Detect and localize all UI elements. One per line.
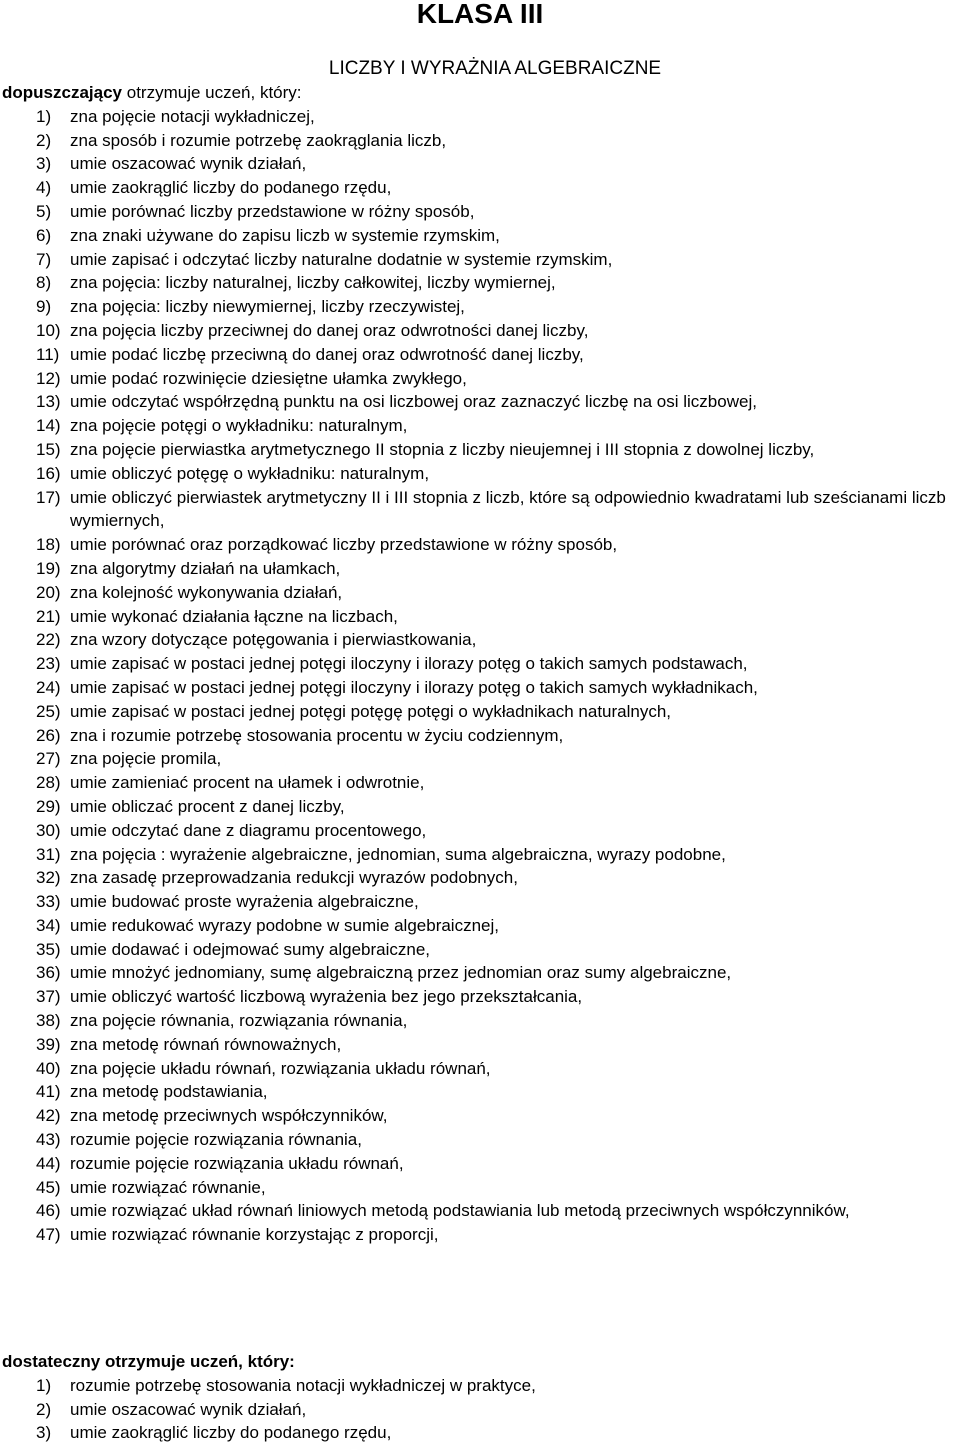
list-item: [2, 1176, 958, 1200]
list-item: [2, 1009, 958, 1033]
item-text: zna metodę równań równoważnych,: [70, 1034, 342, 1054]
item-text: zna pojęcie pierwiastka arytmetycznego II stopnia z liczby nieujemnej i III stopnia z dowolnej liczby,: [70, 439, 815, 459]
list-item: [2, 486, 958, 534]
item-number: 23): [36, 654, 61, 674]
item-number: 44): [36, 1153, 61, 1173]
item-number: 26): [36, 725, 61, 745]
item-text: umie obliczyć pierwiastek arytmetyczny II i III stopnia z liczb, które są odpowiednio kwadratami lub sześcianami liczb wymiernych,: [70, 487, 946, 531]
item-text: umie obliczyć wartość liczbową wyrażenia bez jego przekształcania,: [70, 987, 583, 1007]
item-text: zna pojęcia: liczby naturalnej, liczby całkowitej, liczby wymiernej,: [70, 273, 556, 293]
item-number: 2): [36, 130, 52, 150]
item-number: 5): [36, 201, 52, 221]
section-heading: LICZBY I WYRAŻNIA ALGEBRAICZNE: [328, 58, 662, 79]
item-number: 43): [36, 1130, 61, 1150]
list-item: [2, 1080, 958, 1104]
dopuszczajacy-section: [2, 81, 958, 1247]
item-text: umie zamieniać procent na ułamek i odwrotnie,: [70, 773, 425, 793]
list-item: [2, 462, 958, 486]
list-item: [2, 224, 958, 248]
item-number: 30): [36, 820, 61, 840]
list-item: [2, 438, 958, 462]
item-number: 8): [36, 273, 52, 293]
list-item: [2, 938, 958, 962]
item-number: 21): [36, 606, 61, 626]
item-number: 13): [36, 392, 61, 412]
item-number: 14): [36, 416, 61, 436]
item-number: 18): [36, 535, 61, 555]
item-number: 34): [36, 915, 61, 935]
item-text: rozumie pojęcie rozwiązania równania,: [70, 1130, 362, 1150]
item-text: zna pojęcie notacji wykładniczej,: [70, 106, 315, 126]
item-text: zna i rozumie potrzebę stosowania procentu w życiu codziennym,: [70, 725, 564, 745]
list-item: [2, 200, 958, 224]
list-item: [2, 248, 958, 272]
list-item: [2, 1033, 958, 1057]
list-item: [2, 343, 958, 367]
item-number: 38): [36, 1011, 61, 1031]
item-number: 6): [36, 225, 52, 245]
item-number: 15): [36, 439, 61, 459]
item-text: zna metodę przeciwnych współczynników,: [70, 1106, 388, 1126]
grade-level-label: dopuszczający: [2, 83, 122, 102]
item-text: umie obliczać procent z danej liczby,: [70, 796, 345, 816]
item-text: umie rozwiązać równanie korzystając z proporcji,: [70, 1225, 439, 1245]
item-text: zna wzory dotyczące potęgowania i pierwiastkowania,: [70, 630, 477, 650]
list-item: [2, 866, 958, 890]
item-text: rozumie pojęcie rozwiązania układu równań,: [70, 1153, 404, 1173]
item-number: 22): [36, 630, 61, 650]
item-number: 16): [36, 463, 61, 483]
list-item: [2, 1128, 958, 1152]
item-text: zna pojęcie potęgi o wykładniku: naturalnym,: [70, 416, 408, 436]
list-item: [2, 533, 958, 557]
item-number: 37): [36, 987, 61, 1007]
item-text: zna pojęcia liczby przeciwnej do danej oraz odwrotności danej liczby,: [70, 320, 589, 340]
item-text: umie podać liczbę przeciwną do danej oraz odwrotność danej liczby,: [70, 344, 584, 364]
item-text: umie budować proste wyrażenia algebraiczne,: [70, 892, 419, 912]
item-number: 24): [36, 677, 61, 697]
item-number: 40): [36, 1058, 61, 1078]
item-text: umie dodawać i odejmować sumy algebraiczne,: [70, 939, 431, 959]
item-number: 1): [36, 106, 52, 126]
item-text: umie oszacować wynik działań,: [70, 154, 307, 174]
dostateczny-intro-text: dostateczny otrzymuje uczeń, który:: [2, 1352, 295, 1371]
list-item: [2, 819, 958, 843]
item-number: 20): [36, 582, 61, 602]
dopuszczajacy-intro: [2, 81, 958, 105]
item-number: 2): [36, 1399, 52, 1419]
item-number: 42): [36, 1106, 61, 1126]
list-item: [2, 843, 958, 867]
intro-text: otrzymuje uczeń, który:: [126, 83, 302, 102]
item-text: umie zapisać i odczytać liczby naturalne dodatnie w systemie rzymskim,: [70, 249, 613, 269]
item-text: zna pojęcie promila,: [70, 749, 222, 769]
item-number: 29): [36, 796, 61, 816]
item-number: 41): [36, 1082, 61, 1102]
list-item: [2, 890, 958, 914]
dopuszczajacy-requirements-list: [2, 105, 958, 1247]
list-item: [2, 914, 958, 938]
item-text: umie zapisać w postaci jednej potęgi iloczyny i ilorazy potęg o takich samych wykładnikach,: [70, 677, 758, 697]
item-text: umie zapisać w postaci jednej potęgi potęgę potęgi o wykładnikach naturalnych,: [70, 701, 672, 721]
list-item: [2, 628, 958, 652]
list-item: [2, 605, 958, 629]
item-text: umie redukować wyrazy podobne w sumie algebraicznej,: [70, 915, 499, 935]
item-text: zna pojęcia : wyrażenie algebraiczne, jednomian, suma algebraiczna, wyrazy podobne,: [70, 844, 726, 864]
item-text: umie wykonać działania łączne na liczbach,: [70, 606, 398, 626]
item-number: 27): [36, 749, 61, 769]
list-item: [2, 581, 958, 605]
list-item: [2, 390, 958, 414]
item-number: 7): [36, 249, 52, 269]
dostateczny-intro: [2, 1350, 958, 1374]
item-text: umie rozwiązać równanie,: [70, 1177, 266, 1197]
list-item: [2, 295, 958, 319]
list-item: [2, 176, 958, 200]
item-number: 35): [36, 939, 61, 959]
item-number: 9): [36, 297, 52, 317]
item-text: umie podać rozwinięcie dziesiętne ułamka zwykłego,: [70, 368, 467, 388]
list-item: [2, 129, 958, 153]
dostateczny-section: [2, 1350, 958, 1445]
list-item: [2, 961, 958, 985]
item-text: umie mnożyć jednomiany, sumę algebraiczną przez jednomian oraz sumy algebraiczne,: [70, 963, 732, 983]
item-number: 45): [36, 1177, 61, 1197]
item-number: 31): [36, 844, 61, 864]
list-item: [2, 1223, 958, 1247]
item-text: zna pojęcie układu równań, rozwiązania układu równań,: [70, 1058, 491, 1078]
item-number: 3): [36, 154, 52, 174]
list-item: [2, 795, 958, 819]
page-title: KLASA III: [416, 0, 544, 29]
list-item: [2, 652, 958, 676]
item-number: 10): [36, 320, 61, 340]
item-number: 46): [36, 1201, 61, 1221]
list-item: [2, 1152, 958, 1176]
list-item: [2, 271, 958, 295]
item-text: umie oszacować wynik działań,: [70, 1399, 307, 1419]
item-text: zna pojęcia: liczby niewymiernej, liczby rzeczywistej,: [70, 297, 465, 317]
item-text: zna zasadę przeprowadzania redukcji wyrazów podobnych,: [70, 868, 518, 888]
item-number: 25): [36, 701, 61, 721]
item-number: 17): [36, 487, 61, 507]
list-item: [2, 985, 958, 1009]
item-text: umie zaokrąglić liczby do podanego rzędu,: [70, 178, 392, 198]
item-number: 32): [36, 868, 61, 888]
item-text: zna metodę podstawiania,: [70, 1082, 268, 1102]
list-item: [2, 1057, 958, 1081]
item-text: zna sposób i rozumie potrzebę zaokrąglania liczb,: [70, 130, 447, 150]
list-item: [2, 1104, 958, 1128]
list-item: [2, 152, 958, 176]
list-item: [2, 1421, 958, 1445]
item-text: umie zapisać w postaci jednej potęgi iloczyny i ilorazy potęg o takich samych podstawach,: [70, 654, 748, 674]
item-number: 3): [36, 1423, 52, 1443]
list-item: [2, 676, 958, 700]
item-text: umie odczytać dane z diagramu procentowego,: [70, 820, 427, 840]
item-number: 4): [36, 178, 52, 198]
list-item: [2, 367, 958, 391]
item-text: umie porównać oraz porządkować liczby przedstawione w różny sposób,: [70, 535, 618, 555]
list-item: [2, 771, 958, 795]
dostateczny-requirements-list: [2, 1374, 958, 1445]
item-text: zna znaki używane do zapisu liczb w systemie rzymskim,: [70, 225, 500, 245]
item-text: umie zaokrąglić liczby do podanego rzędu,: [70, 1423, 392, 1443]
list-item: [2, 557, 958, 581]
item-text: umie rozwiązać układ równań liniowych metodą podstawiania lub metodą przeciwnych współczynników,: [70, 1201, 850, 1221]
list-item: [2, 1374, 958, 1398]
item-number: 1): [36, 1375, 52, 1395]
list-item: [2, 414, 958, 438]
item-number: 33): [36, 892, 61, 912]
list-item: [2, 1199, 958, 1223]
item-number: 19): [36, 558, 61, 578]
item-text: umie odczytać współrzędną punktu na osi liczbowej oraz zaznaczyć liczbę na osi liczbowej,: [70, 392, 757, 412]
list-item: [2, 724, 958, 748]
item-number: 39): [36, 1034, 61, 1054]
list-item: [2, 1398, 958, 1422]
list-item: [2, 747, 958, 771]
list-item: [2, 319, 958, 343]
item-number: 36): [36, 963, 61, 983]
list-item: [2, 700, 958, 724]
item-number: 12): [36, 368, 61, 388]
list-item: [2, 105, 958, 129]
item-text: zna kolejność wykonywania działań,: [70, 582, 343, 602]
item-text: zna algorytmy działań na ułamkach,: [70, 558, 341, 578]
item-number: 28): [36, 773, 61, 793]
item-text: zna pojęcie równania, rozwiązania równania,: [70, 1011, 408, 1031]
item-number: 47): [36, 1225, 61, 1245]
item-text: umie obliczyć potęgę o wykładniku: naturalnym,: [70, 463, 430, 483]
item-text: umie porównać liczby przedstawione w różny sposób,: [70, 201, 475, 221]
item-number: 11): [36, 344, 60, 364]
item-text: rozumie potrzebę stosowania notacji wykładniczej w praktyce,: [70, 1375, 536, 1395]
